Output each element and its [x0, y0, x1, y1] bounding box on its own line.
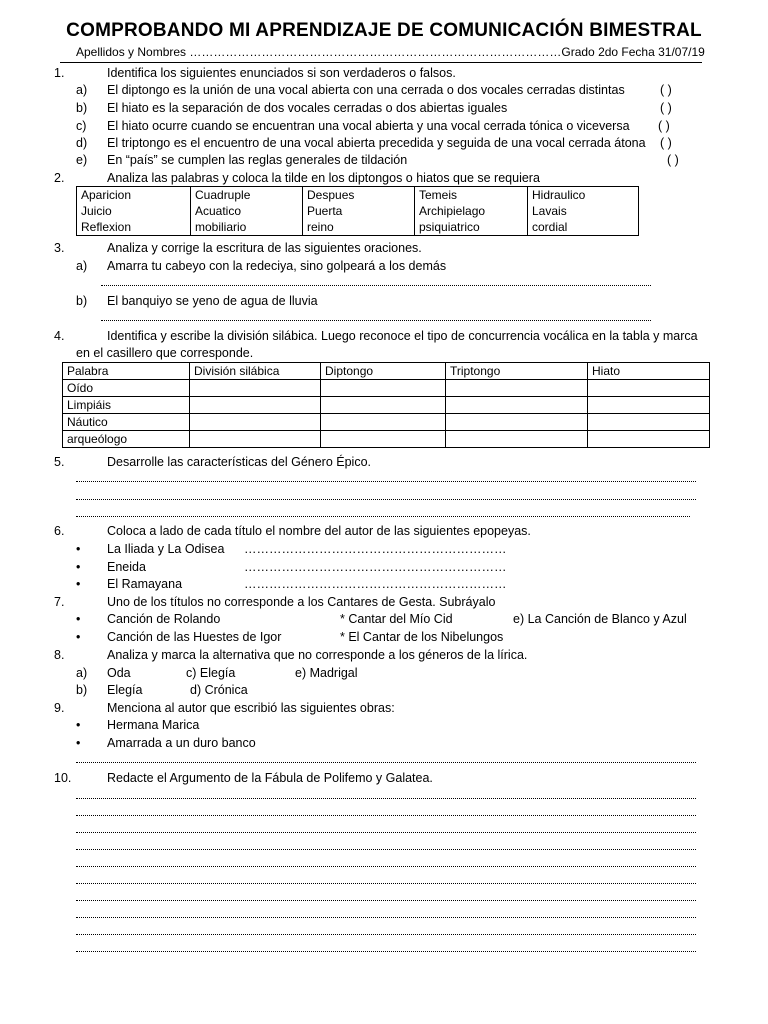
item-letter: d)	[76, 136, 88, 150]
item-text: En “país” se cumplen las reglas generales de tildación	[107, 153, 408, 167]
bullet-icon: •	[76, 542, 81, 556]
option-label[interactable]: Canción de las Huestes de Igor	[107, 630, 282, 644]
answer-cell[interactable]	[190, 431, 321, 448]
answer-line[interactable]	[76, 865, 696, 867]
answer-line[interactable]	[101, 319, 651, 321]
bullet-icon: •	[76, 577, 81, 591]
item-letter: b)	[76, 101, 88, 115]
answer-line[interactable]	[76, 899, 696, 901]
item-text: El hiato es la separación de dos vocales cerradas o dos abiertas iguales	[107, 101, 508, 115]
table-cell: Temeis	[415, 187, 528, 204]
table-cell: Juicio	[77, 203, 191, 219]
question-text: Coloca a lado de cada título el nombre del autor de las siguientes epopeyas.	[107, 524, 531, 538]
answer-line[interactable]	[76, 498, 696, 500]
item-text: El hiato ocurre cuando se encuentran una vocal abierta y una vocal cerrada tónica o viceversa	[107, 119, 630, 133]
answer-line[interactable]	[76, 761, 696, 763]
table-row	[77, 219, 639, 236]
answer-cell[interactable]	[588, 380, 710, 397]
table-row	[77, 187, 639, 204]
question-number: 1.	[54, 66, 65, 80]
bullet-icon: •	[76, 736, 81, 750]
table-cell: Aparicion	[77, 187, 191, 204]
answer-cell[interactable]	[190, 380, 321, 397]
column-header: Triptongo	[446, 363, 588, 380]
word-cell: Náutico	[63, 414, 190, 431]
answer-cell[interactable]	[321, 431, 446, 448]
answer-line[interactable]	[76, 797, 696, 799]
question-number: 7.	[54, 595, 65, 609]
table-header-row	[63, 363, 710, 380]
column-header: División silábica	[190, 363, 321, 380]
answer-box[interactable]: ( )	[660, 101, 672, 115]
table-cell: Lavais	[528, 203, 639, 219]
word-cell: Limpiáis	[63, 397, 190, 414]
question-number: 4.	[54, 329, 65, 343]
table-row	[77, 203, 639, 219]
work-title: Amarrada a un duro banco	[107, 736, 256, 750]
option-label[interactable]: Oda	[107, 666, 131, 680]
work-title: Hermana Marica	[107, 718, 200, 732]
column-header: Palabra	[63, 363, 190, 380]
table-cell: reino	[303, 219, 415, 236]
answer-line[interactable]	[76, 933, 696, 935]
answer-line[interactable]: ………………………………………………………	[244, 560, 507, 574]
question-text: Identifica los siguientes enunciados si son verdaderos o falsos.	[107, 66, 456, 80]
answer-cell[interactable]	[446, 431, 588, 448]
student-header: Apellidos y Nombres …………………………………………………………………………………Grado 2do Fecha 31/07/19	[76, 45, 705, 59]
bullet-icon: •	[76, 718, 81, 732]
table-row	[63, 397, 710, 414]
item-text: El banquiyo se yeno de agua de lluvia	[107, 294, 318, 308]
option-label[interactable]: * El Cantar de los Nibelungos	[340, 630, 504, 644]
question-number: 10.	[54, 771, 72, 785]
table-cell: Archipielago	[415, 203, 528, 219]
question-number: 3.	[54, 241, 65, 255]
answer-line[interactable]	[76, 882, 696, 884]
question-number: 2.	[54, 171, 65, 185]
answer-line[interactable]	[76, 814, 696, 816]
page-title: COMPROBANDO MI APRENDIZAJE DE COMUNICACIÓN BIMESTRAL	[66, 20, 702, 41]
table-cell: Puerta	[303, 203, 415, 219]
table-cell: mobiliario	[191, 219, 303, 236]
table-cell: psiquiatrico	[415, 219, 528, 236]
epic-title: La Iliada y La Odisea	[107, 542, 225, 556]
item-letter: a)	[76, 83, 88, 97]
item-letter: e)	[76, 153, 88, 167]
question-text: Analiza y corrige la escritura de las siguientes oraciones.	[107, 241, 422, 255]
question-number: 5.	[54, 455, 65, 469]
answer-line[interactable]	[76, 916, 696, 918]
answer-line[interactable]	[76, 831, 696, 833]
answer-box[interactable]: ( )	[667, 153, 679, 167]
bullet-icon: •	[76, 612, 81, 626]
option-label[interactable]: * Cantar del Mío Cid	[340, 612, 453, 626]
question-number: 9.	[54, 701, 65, 715]
question-text: Analiza y marca la alternativa que no corresponde a los géneros de la lírica.	[107, 648, 528, 662]
answer-line[interactable]	[76, 480, 696, 482]
table-cell: Reflexion	[77, 219, 191, 236]
answer-cell[interactable]	[588, 397, 710, 414]
answer-line[interactable]: ………………………………………………………	[244, 542, 507, 556]
table-cell: Hidraulico	[528, 187, 639, 204]
question-text: Identifica y escribe la división silábica. Luego reconoce el tipo de concurrencia vocálica en la tabla y marca	[107, 329, 698, 343]
answer-cell[interactable]	[588, 414, 710, 431]
item-letter: b)	[76, 294, 88, 308]
answer-cell[interactable]	[446, 380, 588, 397]
answer-line[interactable]: ………………………………………………………	[244, 577, 507, 591]
question-text: Desarrolle las características del Género Épico.	[107, 455, 372, 469]
answer-cell[interactable]	[190, 414, 321, 431]
table-row	[63, 431, 710, 448]
question-text-continued: en el casillero que corresponde.	[76, 346, 254, 360]
table-cell: Acuatico	[191, 203, 303, 219]
column-header: Hiato	[588, 363, 710, 380]
option-label[interactable]: Elegía	[107, 683, 143, 697]
syllable-table	[62, 362, 710, 448]
answer-cell[interactable]	[321, 414, 446, 431]
bullet-icon: •	[76, 560, 81, 574]
table-cell: Cuadruple	[191, 187, 303, 204]
answer-line[interactable]	[76, 848, 696, 850]
table-cell: cordial	[528, 219, 639, 236]
table-row	[63, 414, 710, 431]
option-label[interactable]: e) Madrigal	[295, 666, 358, 680]
answer-cell[interactable]	[321, 380, 446, 397]
epic-title: Eneida	[107, 560, 146, 574]
table-row	[63, 380, 710, 397]
answer-cell[interactable]	[321, 397, 446, 414]
bullet-icon: •	[76, 630, 81, 644]
option-label[interactable]: e) La Canción de Blanco y Azul	[513, 612, 687, 626]
option-label[interactable]: c) Elegía	[186, 666, 236, 680]
item-letter: a)	[76, 666, 88, 680]
answer-box[interactable]: ( )	[660, 83, 672, 97]
answer-line[interactable]	[76, 515, 690, 517]
answer-cell[interactable]	[446, 414, 588, 431]
accent-words-table	[76, 186, 639, 236]
question-number: 6.	[54, 524, 65, 538]
table-cell: Despues	[303, 187, 415, 204]
question-text: Menciona al autor que escribió las siguientes obras:	[107, 701, 395, 715]
word-cell: arqueólogo	[63, 431, 190, 448]
answer-box[interactable]: ( )	[660, 136, 672, 150]
answer-cell[interactable]	[446, 397, 588, 414]
answer-cell[interactable]	[190, 397, 321, 414]
question-number: 8.	[54, 648, 65, 662]
answer-line[interactable]	[101, 284, 651, 286]
item-text: Amarra tu cabeyo con la redeciya, sino golpeará a los demás	[107, 259, 447, 273]
item-letter: a)	[76, 259, 88, 273]
word-cell: Oído	[63, 380, 190, 397]
header-rule	[60, 62, 702, 63]
item-letter: c)	[76, 119, 87, 133]
item-text: El diptongo es la unión de una vocal abierta con una cerrada o dos vocales cerradas distintas	[107, 83, 625, 97]
question-text: Analiza las palabras y coloca la tilde en los diptongos o hiatos que se requiera	[107, 171, 540, 185]
question-text: Uno de los títulos no corresponde a los Cantares de Gesta. Subráyalo	[107, 595, 496, 609]
question-text: Redacte el Argumento de la Fábula de Polifemo y Galatea.	[107, 771, 433, 785]
option-label[interactable]: Canción de Rolando	[107, 612, 221, 626]
answer-line[interactable]	[76, 950, 696, 952]
item-text: El triptongo es el encuentro de una vocal abierta precedida y seguida de una vocal cerrada átona	[107, 136, 646, 150]
epic-title: El Ramayana	[107, 577, 183, 591]
option-label[interactable]: d) Crónica	[190, 683, 248, 697]
answer-box[interactable]: ( )	[658, 119, 670, 133]
item-letter: b)	[76, 683, 88, 697]
column-header: Diptongo	[321, 363, 446, 380]
answer-cell[interactable]	[588, 431, 710, 448]
